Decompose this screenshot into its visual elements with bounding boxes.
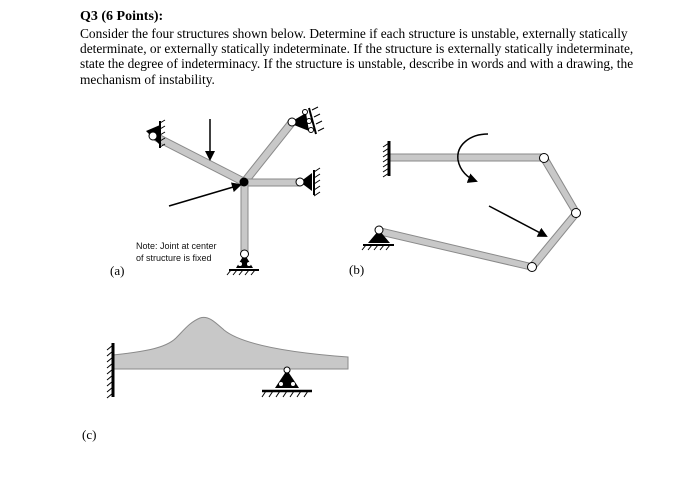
member-a-down [241, 182, 248, 254]
load-arrow-a-diagonal [169, 185, 240, 206]
question-text: Consider the four structures shown below. Determine if each structure is unstable, externally statically determinate, or externally statically indeterminate. If the structure is externally statically indeterminate, state the degree of indeterminacy. If the structure is unstable, describe in words and with a drawing, the mechanism of instability. [80, 26, 634, 87]
joint-a-center [240, 178, 249, 187]
figure-label-a: (a) [110, 263, 125, 278]
member-b-bottom [378, 227, 534, 270]
roller-support-a-top-right [288, 107, 324, 134]
hinge-b-2 [572, 209, 581, 218]
figure-label-c: (c) [82, 427, 97, 442]
note-line-2: of structure is fixed [136, 253, 212, 263]
question-title: Q3 (6 Points): [80, 9, 164, 24]
member-b-top [389, 154, 544, 161]
pin-support-a-bottom [227, 250, 259, 275]
note-fixed-joint [136, 240, 217, 264]
hinge-b-1 [540, 154, 549, 163]
figure-label-b: (b) [349, 262, 365, 277]
roller-support-c [262, 367, 312, 397]
member-b-right-lower [529, 212, 578, 270]
hinge-b-3 [528, 263, 537, 272]
member-a-upper-left [155, 134, 246, 186]
fixed-support-b [383, 141, 389, 177]
member-b-right-upper [541, 156, 579, 215]
fixed-support-c [107, 343, 113, 398]
note-line-1: Note: Joint at center [136, 241, 217, 251]
member-a-upper-right [241, 121, 294, 184]
structure-c [107, 317, 348, 398]
structure-b-members [378, 154, 579, 271]
structure-b [362, 134, 581, 272]
pin-support-a-right [296, 168, 320, 196]
structure-a-members [155, 121, 301, 254]
load-arrow-b-diagonal [489, 206, 546, 236]
member-c-body [113, 317, 348, 369]
member-a-right [244, 179, 300, 186]
